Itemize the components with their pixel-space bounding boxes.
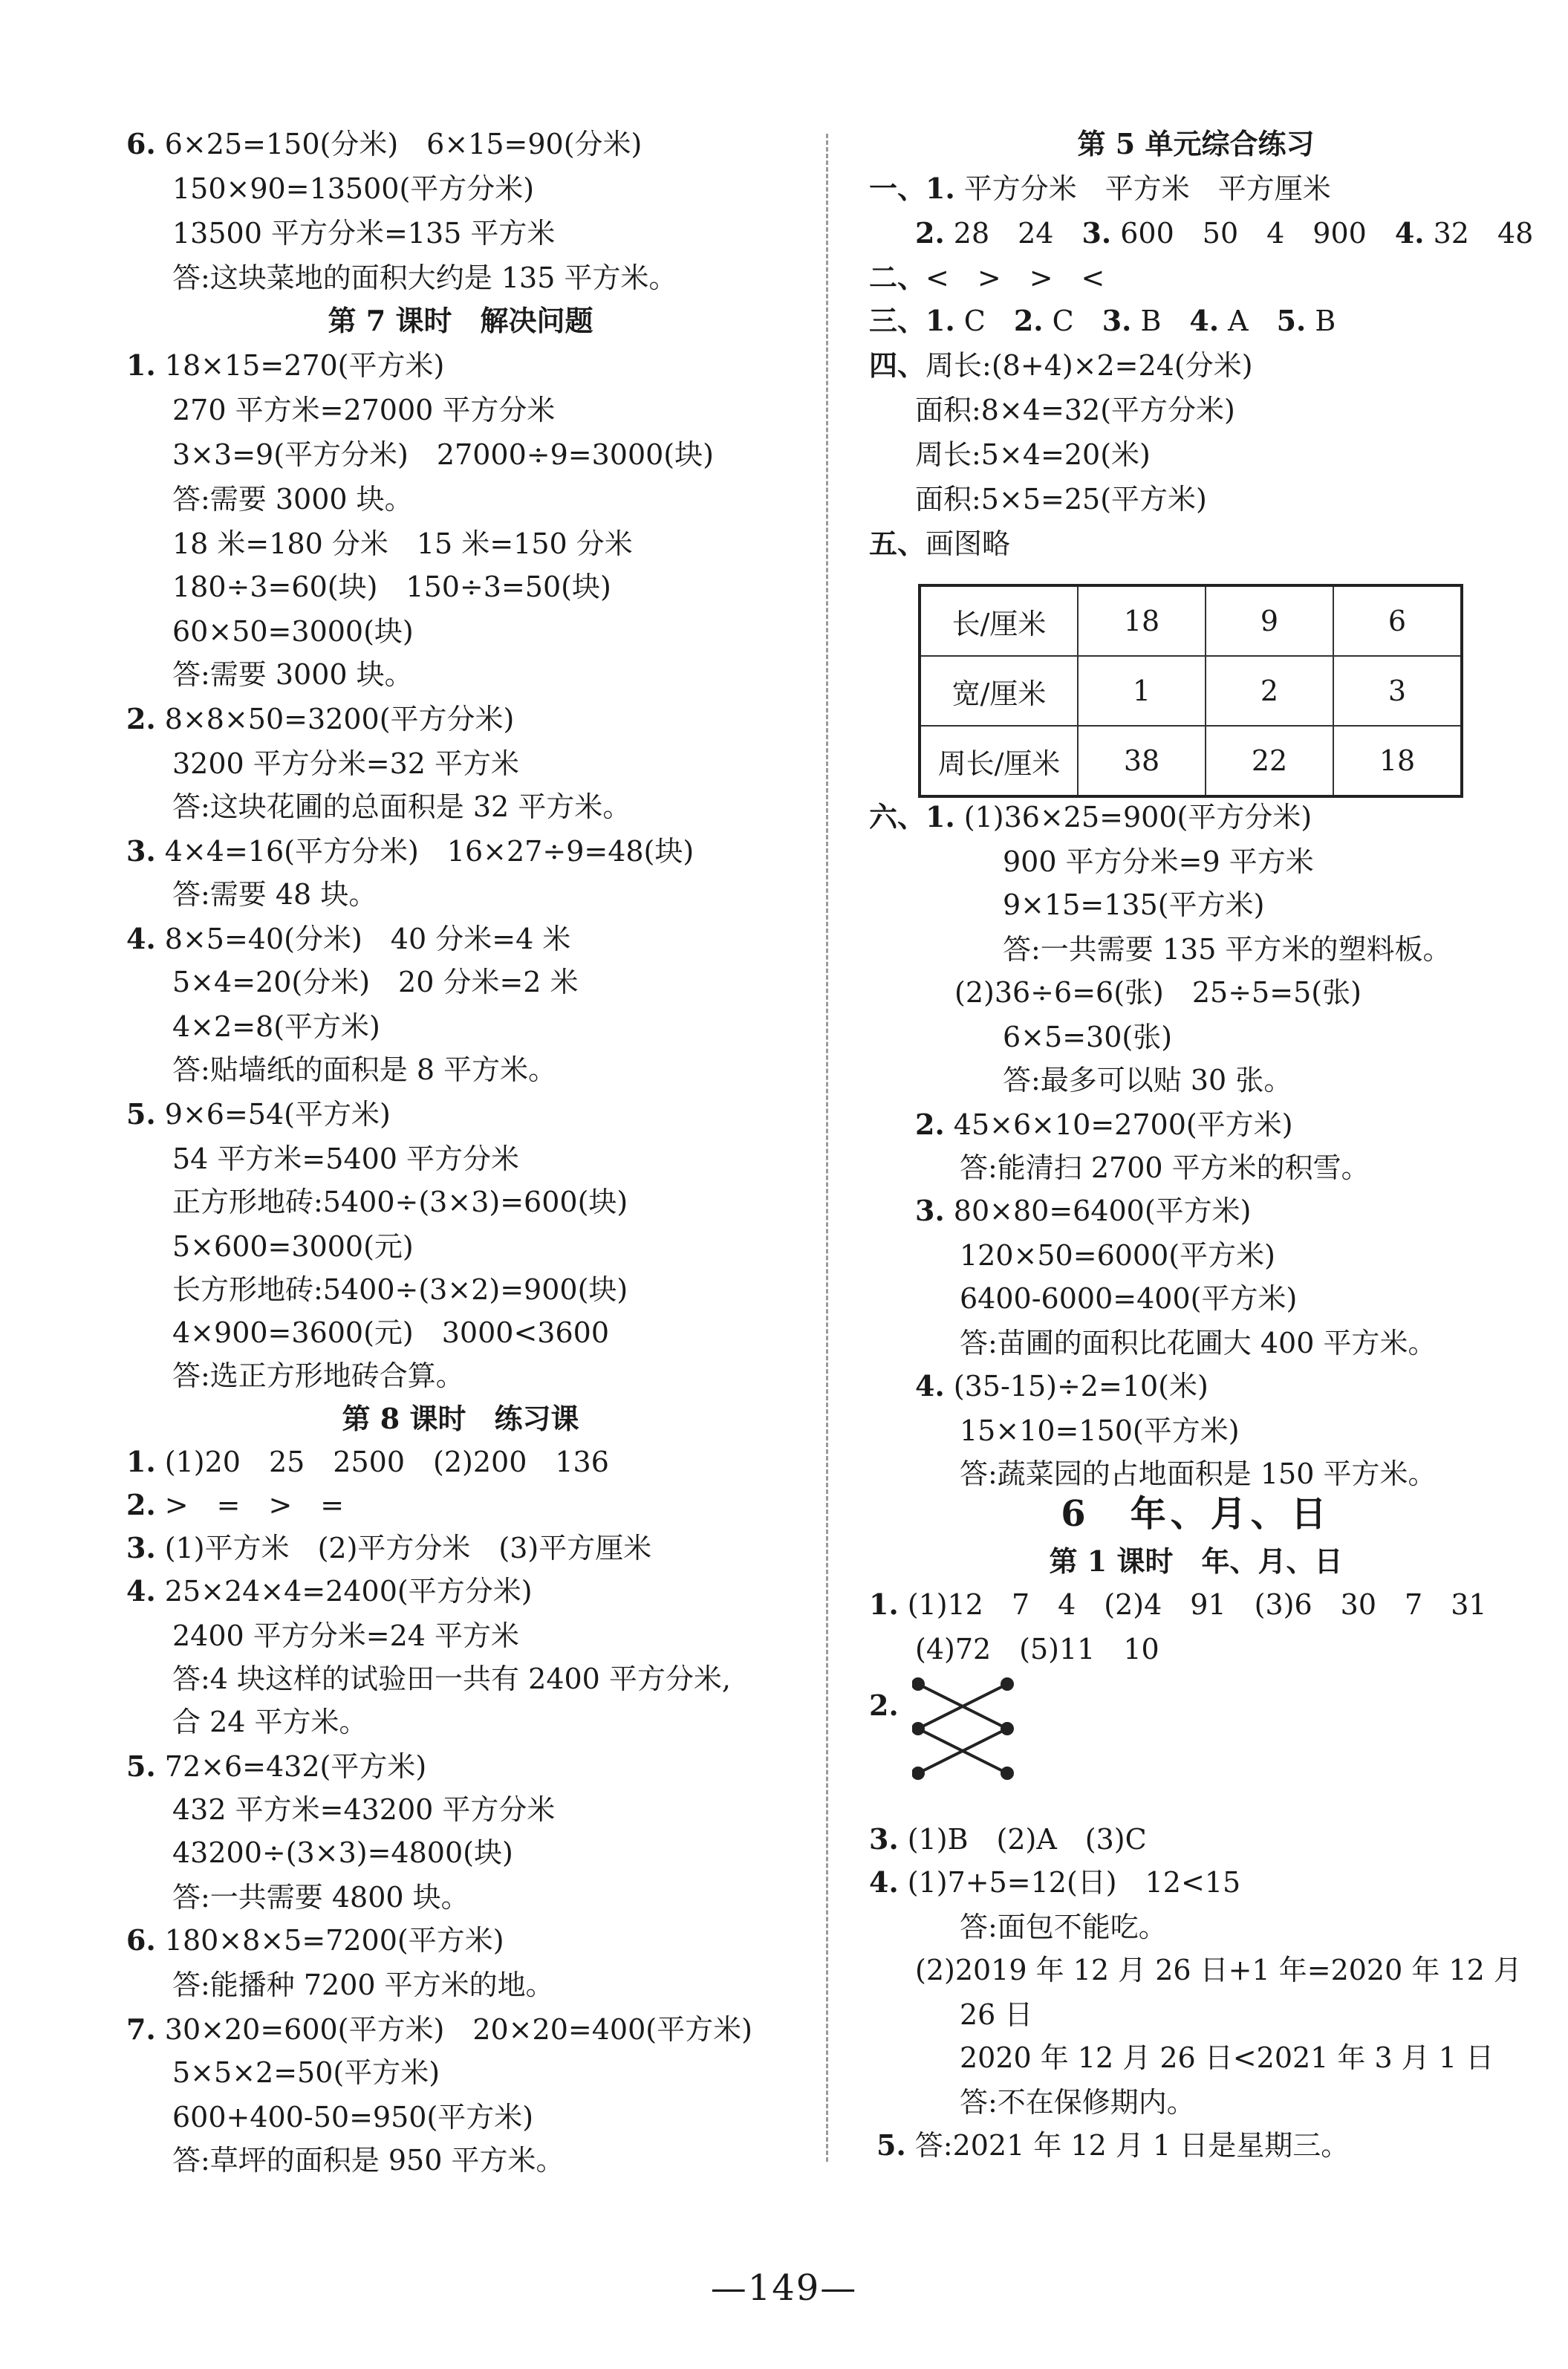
answer-text: 平方分米 平方米 平方厘米 xyxy=(963,172,1331,205)
question-number: 3. xyxy=(1102,304,1132,337)
question-number: 2. xyxy=(869,1689,899,1722)
section-heading: 第 5 单元综合练习 xyxy=(1077,127,1315,160)
answer-line xyxy=(126,348,444,383)
answer-line: 答:贴墙纸的面积是 8 平方米。 xyxy=(172,1053,557,1086)
table-cell: 38 xyxy=(1078,726,1206,796)
answer-line xyxy=(126,701,514,737)
question-number: 二、 xyxy=(869,261,926,294)
answer-line: 周长:5×4=20(米) xyxy=(915,438,1151,471)
answer-text: 8×8×50=3200(平方分米) xyxy=(164,703,515,735)
answer-line xyxy=(876,2128,1349,2163)
answer-text: C xyxy=(1052,305,1102,337)
matching-dot xyxy=(913,1768,923,1778)
answer-text: 4×4=16(平方分米) 16×27÷9=48(块) xyxy=(164,835,694,868)
answer-text: A xyxy=(1228,305,1277,337)
answer-line xyxy=(869,526,1010,562)
answer-line xyxy=(126,2012,752,2047)
question-number: 5. xyxy=(876,2128,906,2162)
question-number: 五、 xyxy=(869,527,926,560)
answer-line: 120×50=6000(平方米) xyxy=(960,1239,1275,1272)
answer-line xyxy=(869,1865,1240,1900)
matching-lines-diagram xyxy=(912,1675,1016,1787)
answer-text: 180×8×5=7200(平方米) xyxy=(164,1924,504,1957)
answer-text: 18×15=270(平方米) xyxy=(164,349,445,382)
answer-line xyxy=(915,1107,1293,1143)
answer-line xyxy=(869,260,1105,296)
answer-text: 25×24×4=2400(平方分米) xyxy=(164,1575,533,1608)
answer-line xyxy=(869,303,1336,339)
answer-line: (4)72 (5)11 10 xyxy=(915,1633,1159,1666)
answer-text: 32 48 xyxy=(1433,217,1534,250)
answer-line: 答:需要 3000 块。 xyxy=(172,483,413,516)
question-number: 3. xyxy=(1081,216,1112,250)
answer-line: (2)2019 年 12 月 26 日+1 年=2020 年 12 月 xyxy=(915,1954,1522,1986)
answer-line: 答:这块花圃的总面积是 32 平方米。 xyxy=(172,790,631,823)
question-number: 2. xyxy=(915,1108,945,1141)
answer-text: 画图略 xyxy=(925,527,1011,560)
answer-line xyxy=(126,1487,344,1523)
answer-line: 答:苗圃的面积比花圃大 400 平方米。 xyxy=(960,1327,1437,1359)
answer-line xyxy=(869,799,1312,835)
answer-text: > = > = xyxy=(164,1489,345,1521)
answer-line xyxy=(915,1368,1208,1404)
answer-text: 8×5=40(分米) 40 分米=4 米 xyxy=(164,923,571,955)
answer-text: 45×6×10=2700(平方米) xyxy=(953,1108,1293,1141)
matching-dot xyxy=(1002,1723,1012,1734)
answer-line xyxy=(869,348,1253,383)
answer-text: 28 24 xyxy=(953,217,1082,250)
answer-text: 72×6=432(平方米) xyxy=(164,1750,427,1783)
answer-text: 9×6=54(平方米) xyxy=(164,1098,391,1131)
answer-line: 5×600=3000(元) xyxy=(172,1230,414,1263)
answer-line: 9×15=135(平方米) xyxy=(1003,888,1265,921)
answer-line xyxy=(869,171,1331,207)
answer-text: (1)7+5=12(日) 12<15 xyxy=(907,1866,1241,1899)
answer-line: (2)36÷6=6(张) 25÷5=5(张) xyxy=(954,976,1362,1009)
answer-line: 6400-6000=400(平方米) xyxy=(960,1282,1298,1315)
question-number: 2. xyxy=(126,702,156,735)
section-heading: 第 7 课时 解决问题 xyxy=(328,304,593,337)
question-number: 5. xyxy=(126,1097,156,1131)
answer-text: (1)B (2)A (3)C xyxy=(907,1823,1147,1856)
answer-line: 答:4 块这样的试验田一共有 2400 平方分米, xyxy=(172,1663,732,1695)
answer-line xyxy=(126,126,642,162)
answer-text: (1)平方米 (2)平方分米 (3)平方厘米 xyxy=(164,1532,652,1564)
answer-line: 6×5=30(张) xyxy=(1003,1021,1173,1053)
answer-text: 80×80=6400(平方米) xyxy=(953,1195,1252,1227)
answer-text: (1)20 25 2500 (2)200 136 xyxy=(164,1446,609,1478)
answer-text: < > > < xyxy=(925,261,1105,294)
answer-line: 600+400-50=950(平方米) xyxy=(172,2101,534,2134)
answer-line: 答:需要 48 块。 xyxy=(172,878,377,911)
answer-line xyxy=(869,1822,1147,1857)
question-number: 6. xyxy=(126,1923,156,1957)
answer-line: 答:这块菜地的面积大约是 135 平方米。 xyxy=(172,261,677,294)
question-number: 2. xyxy=(1013,304,1044,337)
table-cell: 1 xyxy=(1078,656,1206,726)
table-cell: 6 xyxy=(1333,585,1462,656)
answer-line: 答:选正方形地砖合算。 xyxy=(172,1359,464,1392)
question-number: 1. xyxy=(869,1588,899,1621)
question-number: 4. xyxy=(869,1865,899,1899)
table-cell: 3 xyxy=(1333,656,1462,726)
answer-text: 30×20=600(平方米) 20×20=400(平方米) xyxy=(164,2013,752,2046)
column-divider xyxy=(826,134,828,2162)
table-cell: 9 xyxy=(1206,585,1333,656)
answer-line: 答:需要 3000 块。 xyxy=(172,658,413,691)
answer-line xyxy=(126,1573,533,1609)
answer-line: 900 平方分米=9 平方米 xyxy=(1003,845,1314,878)
answer-line: 43200÷(3×3)=4800(块) xyxy=(172,1836,513,1869)
answer-line: 答:一共需要 4800 块。 xyxy=(172,1881,469,1914)
answer-line: 答:最多可以贴 30 张。 xyxy=(1003,1064,1292,1096)
question-number: 3. xyxy=(126,1531,156,1564)
answer-line xyxy=(126,921,570,957)
question-number: 4. xyxy=(126,922,156,955)
answer-line: 4×2=8(平方米) xyxy=(172,1010,380,1043)
answer-line xyxy=(126,1923,504,1958)
table-cell: 18 xyxy=(1333,726,1462,796)
answer-line: 长方形地砖:5400÷(3×2)=900(块) xyxy=(172,1273,628,1306)
question-number: 六、1. xyxy=(869,800,955,833)
table-row xyxy=(920,726,1462,796)
answer-line: 60×50=3000(块) xyxy=(172,615,414,648)
section-heading: 第 8 课时 练习课 xyxy=(342,1402,579,1435)
answer-line: 432 平方米=43200 平方分米 xyxy=(172,1793,556,1826)
table-cell: 22 xyxy=(1206,726,1333,796)
answer-line: 3×3=9(平方分米) 27000÷9=3000(块) xyxy=(172,438,714,471)
answer-line: 答:蔬菜园的占地面积是 150 平方米。 xyxy=(960,1458,1437,1490)
question-number: 4. xyxy=(1189,304,1220,337)
answer-line: 正方形地砖:5400÷(3×3)=600(块) xyxy=(172,1186,628,1218)
answer-line: 270 平方米=27000 平方分米 xyxy=(172,394,556,426)
question-number: 7. xyxy=(126,2012,156,2046)
answer-line xyxy=(126,1749,426,1784)
question-number: 1. xyxy=(126,1445,156,1478)
answer-line: 合 24 平方米。 xyxy=(172,1706,368,1738)
answer-text: B xyxy=(1315,305,1336,337)
answer-line: 3200 平方分米=32 平方米 xyxy=(172,747,520,780)
question-number: 4. xyxy=(915,1369,945,1403)
question-number: 一、1. xyxy=(869,172,955,205)
question-number: 2. xyxy=(126,1488,156,1521)
answer-line: 54 平方米=5400 平方分米 xyxy=(172,1143,520,1175)
answer-line: 2400 平方分米=24 平方米 xyxy=(172,1619,520,1652)
table-row-label: 周长/厘米 xyxy=(920,726,1078,796)
question-number: 3. xyxy=(126,834,156,868)
question-number: 5. xyxy=(1276,304,1307,337)
answer-line xyxy=(869,1688,899,1723)
answer-line: 180÷3=60(块) 150÷3=50(块) xyxy=(172,571,611,603)
answer-line xyxy=(126,1530,651,1566)
question-number: 2. xyxy=(915,216,945,250)
answer-line: 答:草坪的面积是 950 平方米。 xyxy=(172,2144,565,2177)
answer-line xyxy=(126,833,694,869)
answer-line xyxy=(126,1444,609,1480)
table-row xyxy=(920,656,1462,726)
answer-line xyxy=(126,1096,391,1132)
question-number: 1. xyxy=(126,348,156,382)
answer-line: 26 日 xyxy=(960,1998,1033,2031)
table-row-label: 宽/厘米 xyxy=(920,656,1078,726)
matching-dot xyxy=(913,1723,923,1734)
answer-text: 答:2021 年 12 月 1 日是星期三。 xyxy=(914,2129,1350,2162)
answer-line: 18 米=180 分米 15 米=150 分米 xyxy=(172,527,633,560)
answer-text: (35-15)÷2=10(米) xyxy=(953,1370,1208,1403)
table-row xyxy=(920,585,1462,656)
answer-line: 4×900=3600(元) 3000<3600 xyxy=(172,1316,609,1349)
question-number: 4. xyxy=(126,1574,156,1608)
table-cell: 18 xyxy=(1078,585,1206,656)
answer-line: 15×10=150(平方米) xyxy=(960,1414,1240,1447)
answer-text: C xyxy=(963,305,1014,337)
answer-line: 答:一共需要 135 平方米的塑料板。 xyxy=(1003,933,1451,966)
matching-dot xyxy=(913,1679,923,1689)
answer-line: 2020 年 12 月 26 日<2021 年 3 月 1 日 xyxy=(960,2041,1494,2074)
page-number: —149— xyxy=(710,2267,858,2309)
question-number: 3. xyxy=(915,1194,945,1227)
answer-text: 6×25=150(分米) 6×15=90(分米) xyxy=(164,128,643,160)
question-number: 4. xyxy=(1394,216,1425,250)
section-heading: 第 1 课时 年、月、日 xyxy=(1049,1544,1343,1578)
answer-line: 面积:8×4=32(平方分米) xyxy=(915,394,1235,426)
question-number: 三、1. xyxy=(869,304,955,337)
answer-line xyxy=(915,1193,1252,1229)
question-number: 6. xyxy=(126,127,156,160)
answer-text: B xyxy=(1140,305,1190,337)
answer-line: 13500 平方分米=135 平方米 xyxy=(172,217,556,250)
answer-text: (1)36×25=900(平方分米) xyxy=(963,801,1312,833)
answer-line xyxy=(869,1587,1487,1622)
question-number: 3. xyxy=(869,1822,899,1856)
answer-line: 5×5×2=50(平方米) xyxy=(172,2056,440,2089)
unit-title: 6 年、月、日 xyxy=(1061,1493,1331,1535)
answer-table xyxy=(918,584,1463,798)
answer-text: 周长:(8+4)×2=24(分米) xyxy=(925,349,1253,382)
question-number: 5. xyxy=(126,1749,156,1783)
question-number: 四、 xyxy=(869,348,926,382)
answer-line: 答:不在保修期内。 xyxy=(960,2086,1195,2119)
answer-line: 5×4=20(分米) 20 分米=2 米 xyxy=(172,966,579,998)
matching-dot xyxy=(1002,1679,1012,1689)
answer-line: 答:能播种 7200 平方米的地。 xyxy=(172,1969,554,2001)
answer-line xyxy=(915,215,1533,251)
table-row-label: 长/厘米 xyxy=(920,585,1078,656)
answer-line: 面积:5×5=25(平方米) xyxy=(915,483,1207,516)
answer-text: 600 50 4 900 xyxy=(1120,217,1395,250)
answer-text: (1)12 7 4 (2)4 91 (3)6 30 7 31 xyxy=(907,1588,1487,1621)
answer-line: 答:面包不能吃。 xyxy=(960,1911,1167,1943)
table-cell: 2 xyxy=(1206,656,1333,726)
answer-line: 150×90=13500(平方分米) xyxy=(172,172,535,205)
matching-dot xyxy=(1002,1768,1012,1778)
answer-line: 答:能清扫 2700 平方米的积雪。 xyxy=(960,1151,1370,1184)
